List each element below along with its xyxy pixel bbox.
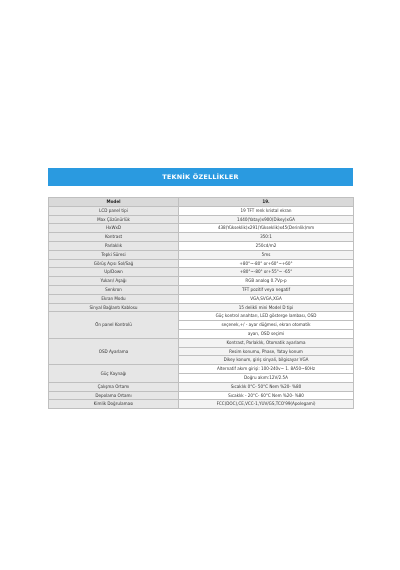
spec-value: 250cd/m2 bbox=[179, 241, 354, 250]
spec-value: +80°~-80° or+55°~ -65° bbox=[179, 268, 354, 277]
spec-label: Yukarı/ Aşağı bbox=[49, 277, 179, 286]
header-value: 19. bbox=[179, 198, 354, 207]
specs-table bbox=[48, 197, 354, 409]
spec-value: +80°~-80° or+60°~+60° bbox=[179, 259, 354, 268]
spec-value: RGB analog 0.7Vp-p bbox=[179, 277, 354, 286]
spec-value: TFT pozitif veya negatif bbox=[179, 285, 354, 294]
table-header-row bbox=[49, 198, 354, 207]
table-row bbox=[49, 259, 354, 268]
spec-value: Sıcaklık 0°C- 50°C Nem %20- %80 bbox=[179, 382, 354, 391]
spec-value: 19 TFT renk kristal ekran bbox=[179, 206, 354, 215]
spec-label: Up/Down bbox=[49, 268, 179, 277]
table-row bbox=[49, 294, 354, 303]
spec-value: VGA,SVGA,XGA bbox=[179, 294, 354, 303]
spec-label: Ekran Modu bbox=[49, 294, 179, 303]
spec-label: Çalışma Ortamı bbox=[49, 382, 179, 391]
spec-value: Dikey konum, giriş sinyali, bilgisayar VGA bbox=[179, 356, 354, 365]
table-row bbox=[49, 338, 354, 347]
spec-label: HxWxD bbox=[49, 224, 179, 233]
table-row bbox=[49, 241, 354, 250]
spec-value: 15 delikli mini Model D tipi bbox=[179, 303, 354, 312]
spec-value: Doğru akım:12V/2.5A bbox=[179, 373, 354, 382]
header-label: Model bbox=[49, 198, 179, 207]
spec-label: Tepki Süresi bbox=[49, 250, 179, 259]
spec-label: Sinyal Bağlantı Kablosu bbox=[49, 303, 179, 312]
spec-label: Kontrast bbox=[49, 233, 179, 242]
spec-value: ayarı, OSD seçimi bbox=[179, 329, 354, 338]
spec-label: Kimlik Doğrulaması bbox=[49, 400, 179, 409]
spec-label: Görüş Açısı Sol/Sağ bbox=[49, 259, 179, 268]
spec-label: Ön panel Kontrolü bbox=[49, 312, 179, 338]
spec-label: LCD panel tipi bbox=[49, 206, 179, 215]
spec-value: 5ms bbox=[179, 250, 354, 259]
table-row bbox=[49, 400, 354, 409]
spec-label: Senkron bbox=[49, 285, 179, 294]
spec-label: Depolama Ortamı bbox=[49, 391, 179, 400]
spec-label: Parlaklık bbox=[49, 241, 179, 250]
table-row bbox=[49, 206, 354, 215]
table-row bbox=[49, 303, 354, 312]
table-row bbox=[49, 312, 354, 321]
table-row bbox=[49, 250, 354, 259]
spec-value: seçenek,+/ - ayar düğmesi, ekran otomatik bbox=[179, 321, 354, 330]
spec-value: Güç kontrol anahtarı, LED gösterge lambası, OSD bbox=[179, 312, 354, 321]
table-row bbox=[49, 277, 354, 286]
table-row bbox=[49, 224, 354, 233]
table-row bbox=[49, 233, 354, 242]
table-row bbox=[49, 268, 354, 277]
spec-value: 438(Yükseklik)x291(Yükseklik)x45(Derinlik)mm bbox=[179, 224, 354, 233]
table-row bbox=[49, 391, 354, 400]
spec-value: Sıcaklık - 20°C- 60°C Nem %20- %80 bbox=[179, 391, 354, 400]
spec-value: Alternatif akım girişi: 100-240v~ 1. 8A50~60Hz bbox=[179, 365, 354, 374]
specs-title-banner: TEKNİK ÖZELLİKLER bbox=[48, 168, 353, 186]
spec-value: FCC(DOC),CE,VCC-1,YUV/GS,TCO'99(Apolegami) bbox=[179, 400, 354, 409]
spec-label: Güç Kaynağı bbox=[49, 365, 179, 383]
spec-value: Kontrast, Parlaklık, Otomatik ayarlama bbox=[179, 338, 354, 347]
spec-value: 350:1 bbox=[179, 233, 354, 242]
table-row bbox=[49, 215, 354, 224]
spec-value: 1440(Yatay)x900(Dikey)xGA bbox=[179, 215, 354, 224]
table-row bbox=[49, 382, 354, 391]
spec-label: Max Çözünürlük bbox=[49, 215, 179, 224]
table-row bbox=[49, 285, 354, 294]
spec-label: OSD Ayarlama bbox=[49, 338, 179, 364]
spec-value: Resim konumu, Phase, Yatay konum bbox=[179, 347, 354, 356]
table-row bbox=[49, 365, 354, 374]
